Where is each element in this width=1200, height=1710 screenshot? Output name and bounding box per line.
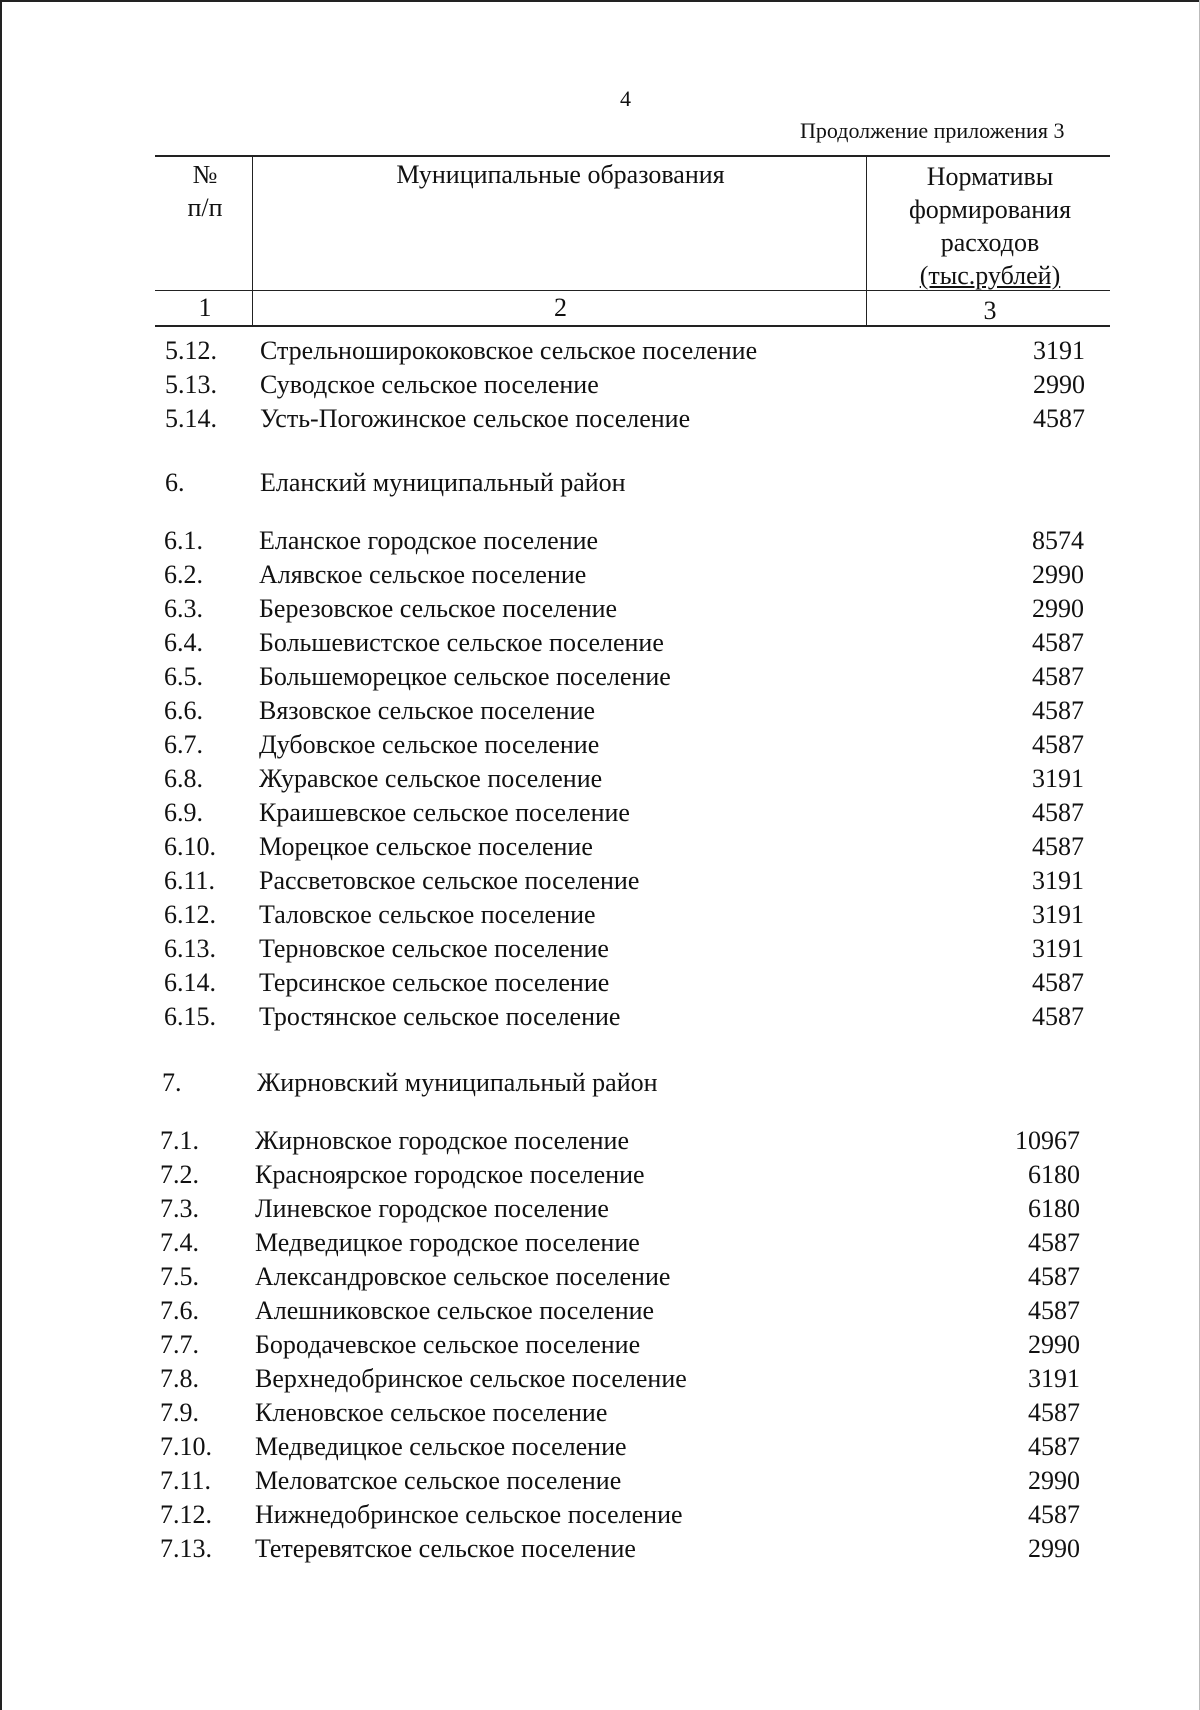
header-divider-2 (866, 155, 867, 325)
row-municipality: Алешниковское сельское поселение (255, 1296, 655, 1325)
row-municipality: Красноярское городское поселение (255, 1160, 645, 1189)
row-value: 6180 (1028, 1160, 1080, 1189)
row-value: 4587 (1032, 628, 1084, 657)
row-municipality: Александровское сельское поселение (255, 1262, 671, 1291)
scan-border-top (0, 0, 1200, 2)
table-row (164, 797, 1084, 829)
row-municipality: Суводское сельское поселение (260, 370, 599, 399)
row-municipality: Кленовское сельское поселение (255, 1398, 608, 1427)
continuation-title: Продолжение приложения 3 (800, 118, 1065, 143)
table-row (164, 729, 1084, 761)
table-row (164, 865, 1084, 897)
table-row (160, 1329, 1080, 1361)
table-row (165, 335, 1085, 367)
table-row (164, 525, 1084, 557)
row-value: 3191 (1033, 336, 1085, 365)
row-number: 6.10. (164, 832, 216, 861)
row-number: 6.6. (164, 696, 203, 725)
table-row (160, 1431, 1080, 1463)
row-number: 6.2. (164, 560, 203, 589)
row-municipality: Таловское сельское поселение (259, 900, 596, 929)
table-row (160, 1499, 1080, 1531)
row-municipality: Усть-Погожинское сельское поселение (260, 404, 691, 433)
table-row (165, 403, 1085, 435)
row-number: 7.3. (160, 1194, 199, 1223)
row-value: 10967 (1015, 1126, 1080, 1155)
row-municipality: Березовское сельское поселение (259, 594, 618, 623)
row-number: 7.9. (160, 1398, 199, 1427)
header-divider-1 (252, 155, 253, 325)
header-index-1: 1 (198, 293, 212, 322)
row-number: 7.4. (160, 1228, 199, 1257)
table-row (160, 1363, 1080, 1395)
table-row (164, 661, 1084, 693)
row-number: 5.12. (165, 336, 217, 365)
row-municipality: Медведицкое городское поселение (255, 1228, 640, 1257)
table-row (164, 1001, 1084, 1033)
row-value: 2990 (1033, 370, 1085, 399)
row-number: 6.7. (164, 730, 203, 759)
section-title: Жирновский муниципальный район (257, 1068, 658, 1097)
section-title: Еланский муниципальный район (260, 468, 626, 497)
row-municipality: Журавское сельское поселение (259, 764, 603, 793)
row-value: 4587 (1032, 1002, 1084, 1031)
table-row (160, 1465, 1080, 1497)
row-municipality: Тростянское сельское поселение (259, 1002, 621, 1031)
header-col-norms-line2: формирования (908, 195, 1072, 224)
row-value: 4587 (1032, 696, 1084, 725)
row-municipality: Тетеревятское сельское поселение (255, 1534, 636, 1563)
row-number: 6.1. (164, 526, 203, 555)
row-number: 7.1. (160, 1126, 199, 1155)
row-number: 7.12. (160, 1500, 212, 1529)
row-number: 6.8. (164, 764, 203, 793)
row-value: 4587 (1028, 1228, 1080, 1257)
row-value: 2990 (1028, 1466, 1080, 1495)
table-row (164, 593, 1084, 625)
row-value: 6180 (1028, 1194, 1080, 1223)
table-row (160, 1227, 1080, 1259)
row-value: 4587 (1032, 832, 1084, 861)
row-number: 6.13. (164, 934, 216, 963)
table-row (164, 627, 1084, 659)
row-value: 4587 (1028, 1398, 1080, 1427)
row-municipality: Еланское городское поселение (259, 526, 599, 555)
row-number: 6.15. (164, 1002, 216, 1031)
header-col-norms-line4: (тыс.рублей) (919, 261, 1061, 290)
row-municipality: Терновское сельское поселение (259, 934, 609, 963)
row-municipality: Большевистское сельское поселение (259, 628, 664, 657)
row-municipality: Верхнедобринское сельское поселение (255, 1364, 687, 1393)
row-municipality: Жирновское городское поселение (255, 1126, 630, 1155)
header-index-3: 3 (983, 296, 997, 325)
table-row (160, 1125, 1080, 1157)
row-municipality: Стрельноширококовское сельское поселение (260, 336, 758, 365)
row-number: 7.10. (160, 1432, 212, 1461)
row-number: 6.11. (164, 866, 216, 895)
row-value: 2990 (1032, 560, 1084, 589)
row-municipality: Краишевское сельское поселение (259, 798, 630, 827)
row-number: 6.3. (164, 594, 203, 623)
row-number: 7.6. (160, 1296, 199, 1325)
header-col-number-line2: п/п (187, 193, 223, 222)
row-municipality: Бородачевское сельское поселение (255, 1330, 641, 1359)
table-row (164, 559, 1084, 591)
row-number: 7.8. (160, 1364, 199, 1393)
row-value: 4587 (1028, 1262, 1080, 1291)
row-value: 2990 (1028, 1534, 1080, 1563)
row-municipality: Терсинское сельское поселение (259, 968, 610, 997)
header-col-norms-line1: Нормативы (926, 162, 1054, 191)
header-col-norms-line3: расходов (940, 228, 1040, 257)
row-number: 5.14. (165, 404, 217, 433)
row-number: 7.7. (160, 1330, 199, 1359)
header-top-rule (155, 155, 1110, 157)
row-value: 4587 (1028, 1500, 1080, 1529)
row-municipality: Морецкое сельское поселение (259, 832, 593, 861)
table-row (160, 1261, 1080, 1293)
table-row (164, 933, 1084, 965)
row-value: 4587 (1032, 968, 1084, 997)
row-municipality: Линевское городское поселение (255, 1194, 609, 1223)
row-value: 3191 (1028, 1364, 1080, 1393)
row-municipality: Нижнедобринское сельское поселение (255, 1500, 683, 1529)
row-number: 6.4. (164, 628, 203, 657)
row-number: 7.5. (160, 1262, 199, 1291)
section-number: 6. (165, 468, 185, 497)
table-row (160, 1533, 1080, 1565)
row-number: 6.14. (164, 968, 216, 997)
row-value: 4587 (1028, 1432, 1080, 1461)
table-row (160, 1295, 1080, 1327)
row-municipality: Алявское сельское поселение (259, 560, 587, 589)
table-row (160, 1159, 1080, 1191)
row-value: 4587 (1032, 730, 1084, 759)
row-number: 7.11. (160, 1466, 212, 1495)
row-municipality: Рассветовское сельское поселение (259, 866, 640, 895)
row-number: 5.13. (165, 370, 217, 399)
table-row (164, 967, 1084, 999)
table-row (164, 831, 1084, 863)
row-number: 6.9. (164, 798, 203, 827)
header-index-2: 2 (554, 293, 567, 322)
header-col-number-line1: № (192, 160, 218, 189)
section-row (165, 467, 1085, 499)
table-row (160, 1193, 1080, 1225)
row-number: 6.5. (164, 662, 203, 691)
row-value: 8574 (1032, 526, 1084, 555)
row-municipality: Медведицкое сельское поселение (255, 1432, 627, 1461)
row-value: 2990 (1032, 594, 1084, 623)
header-col-name: Муниципальные образования (396, 160, 725, 189)
table-row (165, 369, 1085, 401)
header-col-number (160, 158, 250, 224)
row-number: 7.2. (160, 1160, 199, 1189)
row-municipality: Вязовское сельское поселение (259, 696, 596, 725)
table-row (164, 763, 1084, 795)
row-value: 4587 (1028, 1296, 1080, 1325)
scan-border-left (0, 0, 2, 1710)
row-value: 3191 (1032, 900, 1084, 929)
row-municipality: Большеморецкое сельское поселение (259, 662, 671, 691)
row-value: 3191 (1032, 764, 1084, 793)
header-col-norms (870, 160, 1110, 292)
row-value: 3191 (1032, 866, 1084, 895)
row-number: 6.12. (164, 900, 216, 929)
table-row (164, 695, 1084, 727)
row-municipality: Дубовское сельское поселение (259, 730, 600, 759)
table-row (160, 1397, 1080, 1429)
row-value: 4587 (1033, 404, 1085, 433)
section-number: 7. (162, 1068, 182, 1097)
page-number: 4 (620, 86, 631, 111)
row-number: 7.13. (160, 1534, 212, 1563)
row-value: 3191 (1032, 934, 1084, 963)
table-row (164, 899, 1084, 931)
section-row (162, 1067, 1082, 1099)
row-value: 4587 (1032, 662, 1084, 691)
row-value: 2990 (1028, 1330, 1080, 1359)
row-municipality: Меловатское сельское поселение (255, 1466, 622, 1495)
row-value: 4587 (1032, 798, 1084, 827)
